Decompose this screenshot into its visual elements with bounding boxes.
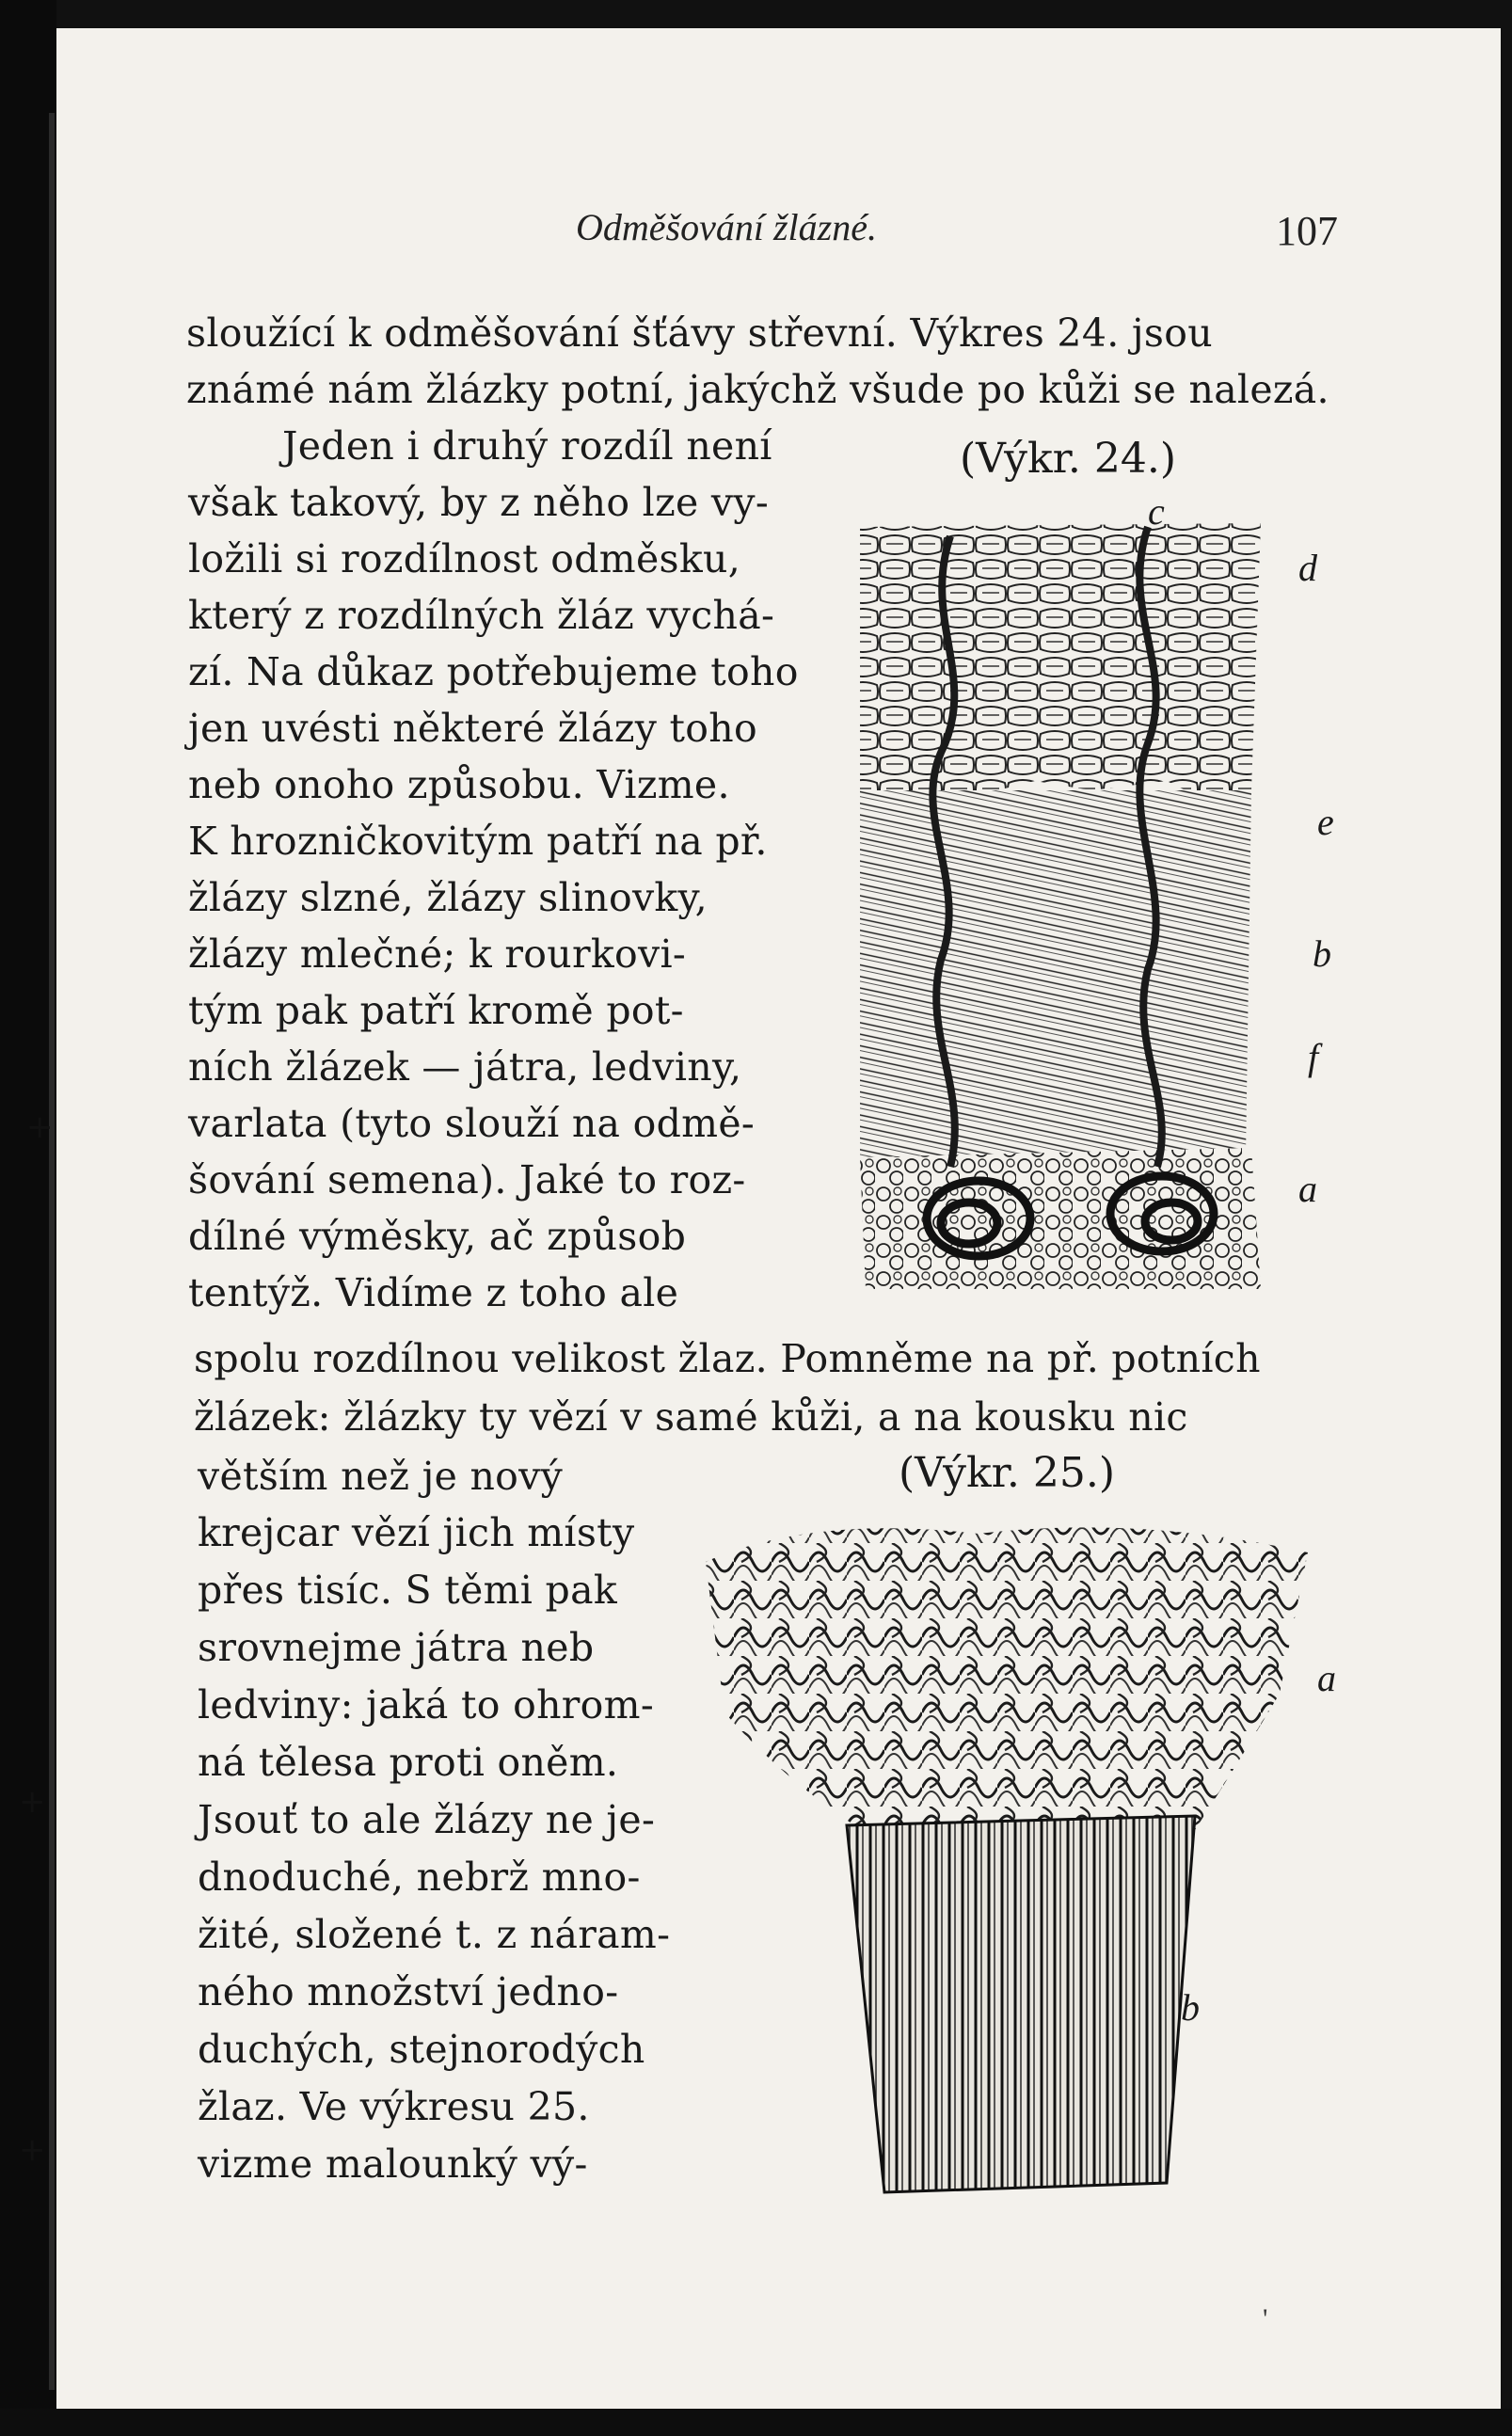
text-line: duchých, stejnorodých <box>198 2027 645 2072</box>
text-line: ložili si rozdílnost odměsku, <box>188 536 741 581</box>
figure-25-label-a: a <box>1317 1657 1336 1699</box>
text-line: ledviny: jaká to ohrom- <box>198 1682 654 1727</box>
text-line: šování semena). Jaké to roz- <box>188 1157 746 1202</box>
text-line: dnoduché, nebrž mno- <box>198 1855 641 1900</box>
edge-mark: + <box>19 2131 46 2169</box>
figure-24-label-a: a <box>1298 1168 1317 1210</box>
text-line: ních žlázek — játra, ledviny, <box>188 1044 742 1090</box>
binding-edge <box>49 113 55 2390</box>
figure-25-label-b: b <box>1181 1986 1200 2029</box>
text-line: srovnejme játra neb <box>198 1625 595 1670</box>
text-line: spolu rozdílnou velikost žlaz. Pomněme na př. potních <box>194 1336 1261 1381</box>
text-line: jen uvésti některé žlázy toho <box>188 706 757 751</box>
edge-mark: + <box>26 1108 54 1146</box>
text-line: varlata (tyto slouží na odmě- <box>188 1101 756 1146</box>
figure-24-label-f: f <box>1308 1036 1319 1078</box>
text-line: Jsouť to ale žlázy ne je- <box>198 1797 656 1842</box>
text-line: Jeden i druhý rozdíl není <box>282 423 772 469</box>
text-line: žlázy mlečné; k rourkovi- <box>188 931 687 977</box>
text-line: neb onoho způsobu. Vizme. <box>188 762 730 807</box>
text-line: přes tisíc. S těmi pak <box>198 1568 617 1613</box>
figure-25-caption: (Výkr. 25.) <box>899 1449 1115 1497</box>
figure-24-caption: (Výkr. 24.) <box>960 435 1176 483</box>
text-line: žlaz. Ve výkresu 25. <box>198 2084 590 2129</box>
text-line: tým pak patří kromě pot- <box>188 988 684 1033</box>
text-line: žlázy slzné, žlázy slinovky, <box>188 875 708 920</box>
text-line: ného množství jedno- <box>198 1969 619 2014</box>
text-line: zí. Na důkaz potřebujeme toho <box>188 649 799 694</box>
figure-24-label-d: d <box>1298 547 1317 589</box>
text-line: který z rozdílných žláz vychá- <box>188 593 775 638</box>
figure-24-label-b: b <box>1313 932 1331 975</box>
text-line: známé nám žlázky potní, jakýchž všude po kůži se nalezá. <box>186 367 1329 412</box>
text-line: K hrozničkovitým patří na př. <box>188 819 768 864</box>
text-line: sloužící k odměšování šťávy střevní. Výkres 24. jsou <box>186 310 1213 356</box>
text-line: krejcar vězí jich místy <box>198 1510 635 1555</box>
text-line: vizme malounký vý- <box>198 2141 588 2187</box>
text-line: však takový, by z něho lze vy- <box>188 480 769 525</box>
text-line: větším než je nový <box>198 1454 564 1499</box>
page-number: 107 <box>1276 208 1338 254</box>
running-head: Odměšování žlázné. <box>576 206 877 248</box>
text-line: žité, složené t. z náram- <box>198 1912 671 1957</box>
scan-border <box>0 2409 1512 2436</box>
edge-mark: + <box>19 1783 46 1821</box>
text-line: žlázek: žlázky ty vězí v samé kůži, a na kousku nic <box>194 1394 1188 1440</box>
figure-24-illustration <box>847 508 1298 1317</box>
page-gutter <box>0 0 56 2436</box>
text-line: dílné výměsky, ač způsob <box>188 1214 687 1259</box>
text-line: tentýž. Vidíme z toho ale <box>188 1270 679 1315</box>
figure-25-illustration <box>696 1505 1317 2202</box>
figure-24-label-c: c <box>1148 490 1165 533</box>
text-line: ná tělesa proti oněm. <box>198 1740 619 1785</box>
stray-mark: ' <box>1263 2303 1268 2334</box>
figure-24-label-e: e <box>1317 801 1334 843</box>
